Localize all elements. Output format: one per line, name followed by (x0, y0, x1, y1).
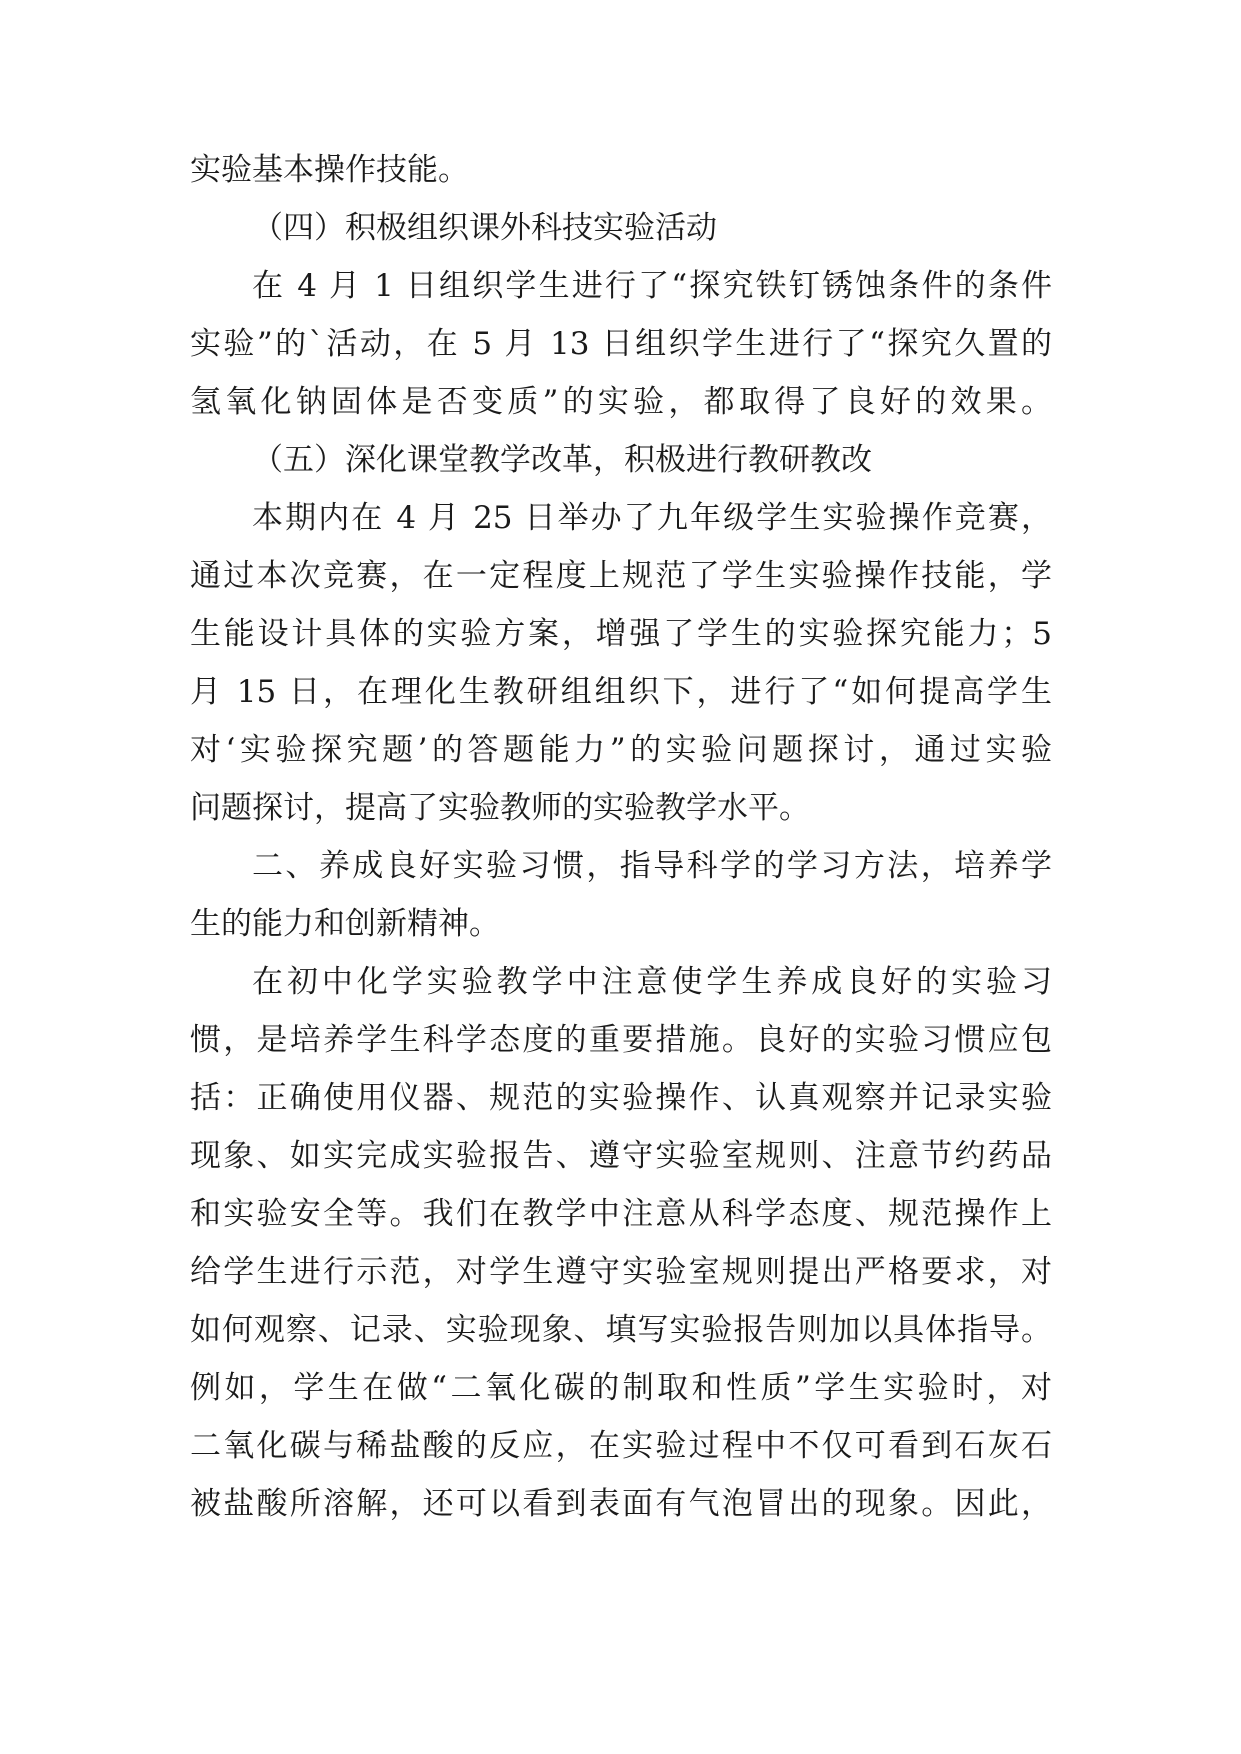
text-line: 现象、如实完成实验报告、遵守实验室规则、注意节约药品 (190, 1138, 1052, 1174)
text-line: 如何观察、记录、实验现象、填写实验报告则加以具体指导。 (190, 1312, 1052, 1348)
text-line: 实验基本操作技能。 (190, 152, 469, 188)
text-line: 生能设计具体的实验方案，增强了学生的实验探究能力；5 (190, 616, 1052, 652)
text-line: 例如，学生在做“二氧化碳的制取和性质”学生实验时，对 (190, 1370, 1052, 1406)
text-line: 给学生进行示范，对学生遵守实验室规则提出严格要求，对 (190, 1254, 1052, 1290)
text-line: 对‘实验探究题’的答题能力”的实验问题探讨，通过实验 (190, 732, 1052, 768)
section-heading: 二、养成良好实验习惯，指导科学的学习方法，培养学 (252, 848, 1052, 884)
section-heading: （四）积极组织课外科技实验活动 (252, 210, 717, 246)
text-line: 惯，是培养学生科学态度的重要措施。良好的实验习惯应包 (190, 1022, 1052, 1058)
text-line: 实验”的`活动，在 5 月 13 日组织学生进行了“探究久置的 (190, 326, 1052, 362)
section-heading: 生的能力和创新精神。 (190, 906, 500, 942)
text-line: 在初中化学实验教学中注意使学生养成良好的实验习 (252, 964, 1052, 1000)
text-line: 通过本次竞赛，在一定程度上规范了学生实验操作技能，学 (190, 558, 1052, 594)
text-line: 二氧化碳与稀盐酸的反应，在实验过程中不仅可看到石灰石 (190, 1428, 1052, 1464)
text-line: 氢氧化钠固体是否变质”的实验，都取得了良好的效果。 (190, 384, 1052, 420)
text-line: 本期内在 4 月 25 日举办了九年级学生实验操作竞赛， (252, 500, 1052, 536)
text-line: 在 4 月 1 日组织学生进行了“探究铁钉锈蚀条件的条件 (252, 268, 1052, 304)
text-line: 被盐酸所溶解，还可以看到表面有气泡冒出的现象。因此， (190, 1486, 1052, 1522)
text-line: 月 15 日，在理化生教研组组织下，进行了“如何提高学生 (190, 674, 1052, 710)
text-line: 括：正确使用仪器、规范的实验操作、认真观察并记录实验 (190, 1080, 1052, 1116)
section-heading: （五）深化课堂教学改革，积极进行教研教改 (252, 442, 872, 478)
text-line: 和实验安全等。我们在教学中注意从科学态度、规范操作上 (190, 1196, 1052, 1232)
text-line: 问题探讨，提高了实验教师的实验教学水平。 (190, 790, 810, 826)
